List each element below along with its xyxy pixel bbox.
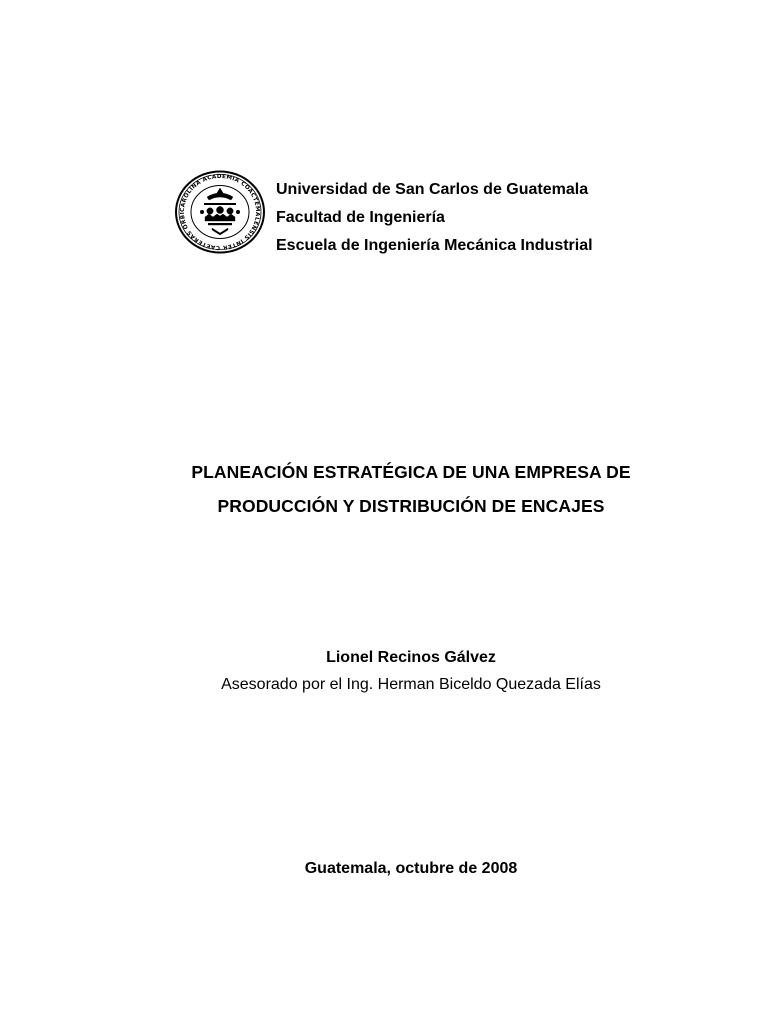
institution-header (276, 176, 593, 260)
advisor-line: Asesorado por el Ing. Herman Biceldo Quezada Elías (221, 676, 601, 693)
thesis-title (27, 455, 768, 523)
author-name: Lionel Recinos Gálvez (326, 649, 496, 666)
thesis-title-line-1: PLANEACIÓN ESTRATÉGICA DE UNA EMPRESA DE (191, 462, 631, 482)
faculty-name: Facultad de Ingeniería (276, 209, 445, 226)
university-name: Universidad de San Carlos de Guatemala (276, 181, 589, 198)
thesis-title-line-2: PRODUCCIÓN Y DISTRIBUCIÓN DE ENCAJES (217, 496, 605, 516)
seal-text: CAROLINA ACADEMIA COACTEMALENSIS INTER CAETERAS ORBI (179, 173, 261, 251)
author-block (27, 645, 768, 699)
school-name: Escuela de Ingeniería Mecánica Industrial (276, 237, 593, 254)
university-seal-icon (174, 170, 266, 254)
place-date: Guatemala, octubre de 2008 (304, 860, 518, 877)
